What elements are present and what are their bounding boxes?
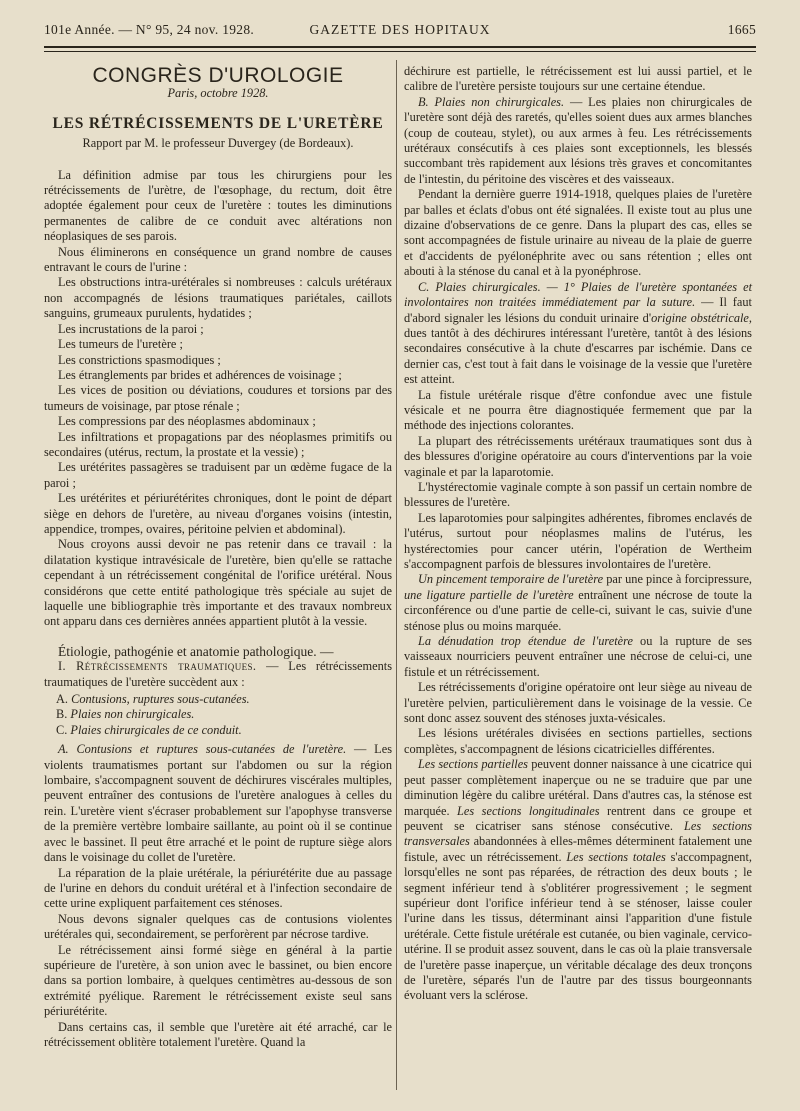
paragraph xyxy=(404,634,752,680)
paragraph-text: — Les rétrécissements traumatiques de l'uretère succèdent aux : xyxy=(44,659,392,689)
list-text: Contusions, ruptures sous-cutanées. xyxy=(71,692,250,707)
paragraph xyxy=(44,659,392,690)
paragraph: Les incrustations de la paroi ; xyxy=(58,321,204,336)
paragraph: Les compressions par des néoplasmes abdominaux ; xyxy=(58,414,316,429)
paragraph-heading: C. Plaies chirurgicales. — 1° Plaies de l'uretère spontanées et involontaires non traitées immédiatement par la suture. xyxy=(404,279,752,310)
paragraph: Les rétrécissements d'origine opératoire ont leur siège au niveau de l'uretère pelvien, particulièrement dans le voisinage de la vessie. Ce sont donc assez souvent des sténoses juxta-vésicales. xyxy=(404,680,752,726)
paragraph: Nous éliminerons en conséquence un grand nombre de causes entravant le cours de l'urine : xyxy=(44,244,392,275)
emphasis: Les sections longitudinales xyxy=(457,803,600,818)
paragraph: La fistule urétérale risque d'être confondue avec une fistule vésicale et ne pourra être diagnostiquée fermement que par la méthode des injections colorantes. xyxy=(404,387,752,433)
paragraph: Les étranglements par brides et adhérences de voisinage ; xyxy=(58,367,342,382)
list-marker: A. xyxy=(56,692,72,707)
section-subtitle: Paris, octobre 1928. xyxy=(167,86,269,101)
left-column xyxy=(44,60,392,1050)
paragraph xyxy=(404,95,752,187)
paragraph: La définition admise par tous les chirurgiens pour les rétrécissements de l'urètre, de l'œsophage, du rectum, doit être adoptée également pour ceux de l'uretère : toutes les diminutions permanentes de calibre de ce conduit avec altérations non néoplasiques de ses parois. xyxy=(44,167,392,244)
paragraph-text: abandonnées à elles-mêmes déterminent fatalement une fistule, avec un rétrécissement. xyxy=(404,834,752,864)
list-marker: B. xyxy=(56,707,71,722)
paragraph: Les urétérites et périurétérites chroniques, dont le point de départ siège en dehors de l'uretère, au niveau d'organes voisins (intestin, appendice, trompes, ovaires, péritoine pelvien et abdominal). xyxy=(44,491,392,536)
paragraph: Les lésions urétérales divisées en sections partielles, sections complètes, s'accompagnent de lésions cicatricielles différentes. xyxy=(404,726,752,756)
paragraph-text: — Il faut d'abord signaler les lésions du conduit urinaire d' xyxy=(404,295,752,325)
page-number: 1665 xyxy=(727,22,756,37)
paragraph: Nous croyons aussi devoir ne pas retenir dans ce travail : la dilatation kystique intravésicale de l'uretère, bien qu'elle se rattache cependant à un rétrécissement congénital de l'orifice urétéral. Nous considérons que cette entité pathologique très spéciale au sujet de laquelle une bibliographie très importante et des travaux nombreux ont apparu dans ces dernières années appartient plutôt à la vessie. xyxy=(44,537,392,629)
subsection-label: I. Rétrécissements traumatiques. xyxy=(58,659,257,674)
paragraph xyxy=(404,572,752,634)
paragraph: Les obstructions intra-urétérales si nombreuses : calculs urétéraux non accompagnés de lésions traumatiques pariétales, caillots sanguins, grumeaux purulents, hydatides ; xyxy=(44,275,392,321)
paragraph-heading: A. Contusions et ruptures sous-cutanées de l'uretère. xyxy=(58,742,347,757)
paragraph: La réparation de la plaie urétérale, la périurétérite due au passage de l'urine en dehors du conduit urétéral et à l'infection secondaire de cette urine expliquent parfaitement ces sténoses. xyxy=(44,865,392,911)
paragraph xyxy=(44,742,392,865)
right-column xyxy=(404,64,752,1004)
paragraph: L'hystérectomie vaginale compte à son passif un certain nombre de blessures de l'uretère. xyxy=(404,479,752,510)
emphasis: Les sections totales xyxy=(566,849,666,864)
paragraph-text: entraînent une nécrose de toute la circonférence ou d'une partie de celle-ci, suivant le cas, suivie d'une sténose plus ou moins marquée. xyxy=(404,587,752,633)
emphasis: Les sections transversales xyxy=(404,818,752,849)
list-item xyxy=(44,692,392,707)
list-marker: C. xyxy=(56,722,71,737)
emphasis: Les sections partielles xyxy=(418,757,528,772)
journal-title: GAZETTE DES HOPITAUX xyxy=(309,22,491,37)
emphasis: Un pincement temporaire de l'uretère xyxy=(418,572,604,587)
paragraph-text: peuvent donner naissance à une cicatrice qui peut passer complètement inaperçue ou ne se traduire que par une diminution légère du calibre urétéral. Dans d'autres cas, la sténose est marquée. xyxy=(404,757,752,818)
paragraph xyxy=(404,280,752,388)
paragraph: Les infiltrations et propagations par des néoplasmes primitifs ou secondaires (utérus, rectum, la prostate et la vessie) ; xyxy=(44,429,392,459)
section-title: CONGRÈS D'UROLOGIE xyxy=(92,64,344,87)
list-item xyxy=(44,723,392,738)
column-separator xyxy=(396,60,397,1090)
issue-info: 101e Année. — N° 95, 24 nov. 1928. xyxy=(44,22,255,37)
emphasis: La dénudation trop étendue de l'uretère xyxy=(418,634,633,649)
paragraph-text: rentrent dans ce groupe et peuvent se cicatriser sans sténose consécutive. xyxy=(404,803,752,833)
emphasis: une ligature partielle de l'uretère xyxy=(404,587,574,602)
paragraph: Nous devons signaler quelques cas de contusions violentes urétérales qui, secondairement, se perforèrent par nécrose tardive. xyxy=(44,911,392,942)
paragraph-text: ou la rupture de ses vaisseaux nourriciers peuvent entraîner une nécrose de celui-ci, une fistule et un rétrécissement. xyxy=(404,634,752,679)
emphasis: origine obstétricale xyxy=(651,310,749,325)
byline: Rapport par M. le professeur Duvergey (de Bordeaux). xyxy=(82,136,354,151)
paragraph-text: s'accompagnent, lorsqu'elles ne sont pas réparées, de rétraction des deux bouts ; le segment inférieur tend à s'oblitérer progressivement ; le segment supérieur dont l'orifice inférieur tend à se sténoser, laisse couler l'urine dans les tissus, déterminant ainsi l'apparition d'une fistule urétérale. Cette fistule urétérale est cutanée, ou bien vaginale, cervico-utérine. Il se produit assez souvent, dans le cas où la plaie transversale de l'uretère passe inaperçue, un véritable décalage des deux tronçons de l'uretère, séparés l'un de l'autre par des tissus bourgeonnants évoluant vers la sclérose. xyxy=(404,849,752,1003)
paragraph: déchirure est partielle, le rétrécissement est lui aussi partiel, et le calibre de l'uretère persiste toujours sur une certaine étendue. xyxy=(404,64,752,94)
subheading: Étiologie, pathogénie et anatomie pathologique. — xyxy=(58,643,334,659)
paragraph: Les laparotomies pour salpingites adhérentes, fibromes enclavés de l'utérus, surtout pour néoplasmes malins de l'utérus, les hystérectomies pour cancer utérin, l'opération de Wertheim s'accompagnent parfois de blessures involontaires de l'uretère. xyxy=(404,510,752,571)
paragraph: La plupart des rétrécissements urétéraux traumatiques sont dus à des blessures d'origine opératoire au cours d'interventions par la voie vaginale et par la laparotomie. xyxy=(404,433,752,479)
header-rule-thick xyxy=(44,46,756,48)
paragraph-text: par une pince à forcipressure, xyxy=(603,572,753,587)
list-text: Plaies non chirurgicales. xyxy=(70,707,195,722)
paragraph: Les urétérites passagères se traduisent par un œdème fugace de la paroi ; xyxy=(44,460,392,490)
header-rule-thin xyxy=(44,51,756,52)
paragraph: Les vices de position ou déviations, coudures et torsions par des tumeurs de voisinage, par ptose rénale ; xyxy=(44,383,392,413)
paragraph-text: — Les plaies non chirurgicales de l'uretère sont déjà des raretés, qu'elles soient dues aux armes blanches (coup de couteau, stylet), ou aux armes à feu. Les rétrécissements urétéraux consécutifs à ces plaies sont exceptionnels, les blessés succombant très rapidement aux lésions très graves et concomitantes de l'intestin, du péritoine des viscères et des vaisseaux. xyxy=(404,94,752,186)
running-header xyxy=(44,22,756,42)
paragraph: Les constrictions spasmodiques ; xyxy=(58,352,221,367)
list xyxy=(44,692,392,738)
paragraph-text: — Les violents traumatismes portant sur l'abdomen ou sur la région lombaire, s'accompagnent souvent de déchirures viscérales multiples, peuvent entraîner des contusions de l'uretère analogues à celles du rein. L'uretère vient s'écraser probablement sur l'apophyse transverse de la première vertèbre lombaire saillante, au point où il se continue avec le bassinet. Il peut être arraché et le point de rupture siège alors dans le voisinage du collet de l'uretère. xyxy=(44,742,392,865)
paragraph-heading: B. Plaies non chirurgicales. xyxy=(418,94,565,109)
list-item xyxy=(44,707,392,722)
paragraph: Pendant la dernière guerre 1914-1918, quelques plaies de l'uretère par balles et éclats d'obus ont été signalées. Il existe tout au plus une dizaine d'observations de ce genre. Dans la plupart des cas, elles se sont accompagnées de fistule urinaire au niveau de la plaie de guerre et d'accidents de pyélonéphrite avec ou sans rétention ; elles ont abouti à la sténose du canal et à la pyonéphrose. xyxy=(404,187,752,279)
paragraph: Le rétrécissement ainsi formé siège en général à la partie supérieure de l'uretère, à son union avec le bassinet, ou bien encore dans sa portion lombaire, à quelques centimètres au-dessous de son extrémité pyélique. Rarement le rétrécissement existe seul sans périurétérite. xyxy=(44,942,392,1019)
article-title: LES RÉTRÉCISSEMENTS DE L'URETÈRE xyxy=(52,114,384,132)
paragraph: Les tumeurs de l'uretère ; xyxy=(58,337,183,352)
paragraph-text: , dues tantôt à des déchirures intéressant l'uretère, tantôt à des lésions secondaires consécutive à la chute d'escarres par ischémie. Dans ce dernier cas, c'est tout à fait dans le voisinage de la vessie que l'uretère est atteint. xyxy=(404,310,752,387)
list-text: Plaies chirurgicales de ce conduit. xyxy=(70,722,242,737)
paragraph: Dans certains cas, il semble que l'uretère ait été arraché, car le rétrécissement oblitère totalement l'uretère. Quand la xyxy=(44,1019,392,1049)
paragraph xyxy=(404,757,752,1004)
